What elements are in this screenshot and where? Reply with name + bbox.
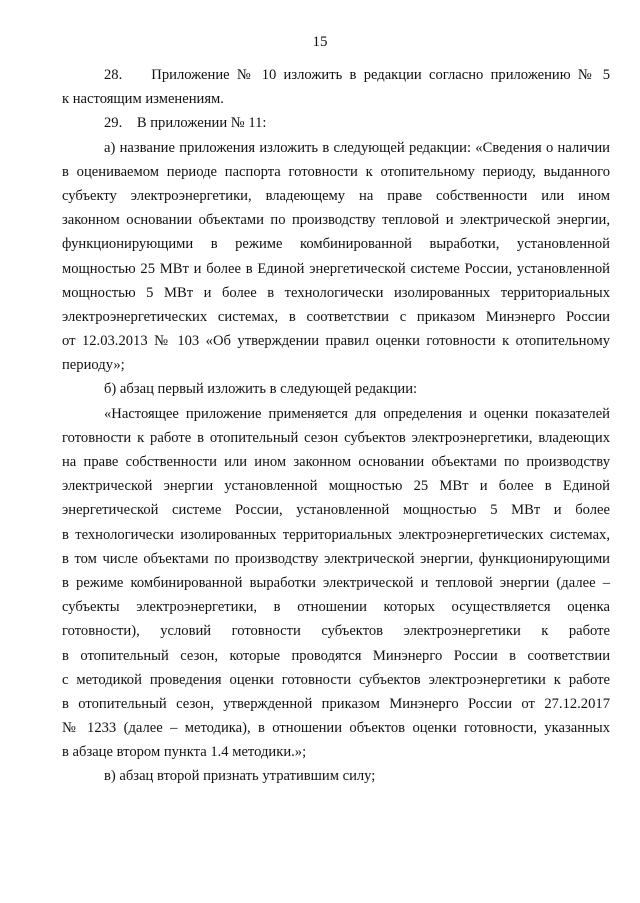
- quote-line: № 1233 (далее – методика), в отношении объектов оценки готовности, указанных: [62, 720, 610, 737]
- quote-line: «Настоящее приложение применяется для определения и оценки показателей: [104, 405, 610, 422]
- quoted-paragraph: [62, 402, 610, 765]
- quote-line: на праве собственности или ином законном основании объектами по производству: [62, 454, 610, 470]
- subitem-v-line: в) абзац второй признать утратившим силу;: [104, 768, 376, 785]
- subitem-v: [62, 764, 610, 788]
- subitem-a-line: субъекту электроэнергетики, владеющему на праве собственности или ином: [62, 187, 610, 204]
- quote-line: в технологически изолированных территориальных электроэнергетических системах,: [62, 526, 610, 543]
- subitem-b-line: б) абзац первый изложить в следующей редакции:: [104, 381, 418, 398]
- item-28-line-2: к настоящим изменениям.: [62, 91, 224, 108]
- quote-line: энергетической системе России, установленной мощностью 5 МВт и более: [62, 502, 610, 519]
- quote-line: с методикой проведения оценки готовности субъектов электроэнергетики к работе: [62, 671, 610, 688]
- subitem-b: [62, 377, 610, 401]
- quote-line: в отопительный сезон, утвержденной приказом Минэнерго России от 27.12.2017: [62, 695, 610, 712]
- quote-line: в отопительный сезон, которые проводятся Минэнерго России в соответствии: [62, 647, 610, 664]
- quote-line: в режиме комбинированной выработки электрической и тепловой энергии (далее –: [62, 574, 610, 591]
- subitem-a: [62, 136, 610, 378]
- subitem-a-line: законном основании объектами по производству тепловой и электрической энергии,: [62, 212, 610, 229]
- quote-line: готовности к работе в отопительный сезон субъектов электроэнергетики, владеющих: [62, 429, 610, 446]
- subitem-a-line: мощностью 25 МВт и более в Единой энергетической системе России, установленной: [62, 260, 610, 277]
- subitem-a-line: в оцениваемом периоде паспорта готовности к отопительному периоду, выданного: [62, 163, 610, 180]
- quote-line: в абзаце втором пункта 1.4 методики.»;: [62, 744, 307, 761]
- page-number: 15: [312, 34, 328, 50]
- quote-line: субъекты электроэнергетики, в отношении которых осуществляется оценка: [62, 599, 610, 616]
- subitem-a-line: от 12.03.2013 № 103 «Об утверждении правил оценки готовности к отопительному: [62, 333, 610, 350]
- subitem-a-line: функционирующими в режиме комбинированной выработки, установленной: [62, 236, 610, 253]
- quote-line: электрической энергии установленной мощностью 25 МВт и более в Единой: [62, 478, 610, 495]
- item-29: [62, 111, 610, 135]
- item-28: [62, 63, 610, 111]
- quote-line: готовности), условий готовности субъектов электроэнергетики к работе: [62, 623, 610, 640]
- item-28-line-1: 28. Приложение № 10 изложить в редакции согласно приложению № 5: [104, 67, 610, 83]
- quote-line: в том числе объектами по производству электрической энергии, функционирующими: [62, 550, 610, 567]
- subitem-a-line: а) название приложения изложить в следующей редакции: «Сведения о наличии: [104, 139, 610, 156]
- subitem-a-line: электроэнергетических системах, в соответствии с приказом Минэнерго России: [62, 308, 610, 325]
- subitem-a-line: мощностью 5 МВт и более в технологически изолированных территориальных: [62, 284, 610, 301]
- item-29-line: 29. В приложении № 11:: [104, 115, 267, 132]
- document-body: [62, 63, 610, 789]
- subitem-a-line: периоду»;: [62, 357, 125, 374]
